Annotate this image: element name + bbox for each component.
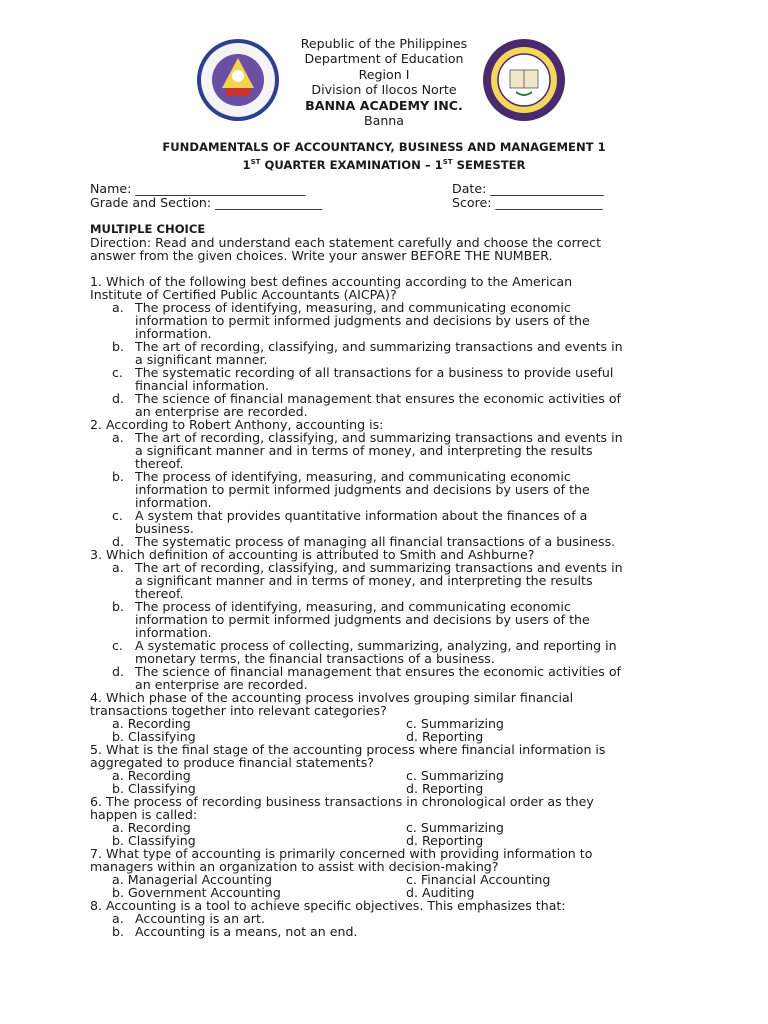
question-6: 6. The process of recording business transactions in chronological order as they happen is called: a. Recording c. Summarizing b. Classifying d. Reporting <box>90 794 594 848</box>
header-line: Republic of the Philippines <box>300 36 468 51</box>
date-field[interactable]: Date: __________________ <box>452 181 604 196</box>
choice-d: d. Auditing <box>406 885 475 900</box>
question-4: 4. Which phase of the accounting process involves grouping similar financial transactions together into relevant categories? a. Recording c. Summarizing b. Classifying d. Reporting <box>90 690 574 744</box>
exam-subject: FUNDAMENTALS OF ACCOUNTANCY, BUSINESS AND MANAGEMENT 1 <box>162 140 606 154</box>
section-heading: MULTIPLE CHOICE <box>90 222 206 236</box>
directions-line: Direction: Read and understand each statement carefully and choose the correct <box>90 235 602 250</box>
school-name: BANNA ACADEMY INC. <box>305 97 463 113</box>
score-field[interactable]: Score: _________________ <box>452 195 603 210</box>
choice-c: c. A systematic process of collecting, summarizing, analyzing, and reporting in monetary terms, the financial transactions of a business. <box>112 638 617 666</box>
school-town: Banna <box>363 113 405 129</box>
question-8: 8. Accounting is a tool to achieve specific objectives. This emphasizes that: a. Accounting is an art. b. Accounting is a means, not an end. <box>90 899 690 938</box>
choice-a: a. The art of recording, classifying, and summarizing transactions and events in a significant manner and in terms of money, and interpreting the results thereof. <box>112 430 623 471</box>
name-field[interactable]: Name: ___________________________ <box>90 181 306 196</box>
choice-d: d. The science of financial management that ensures the economic activities of an enterprise are recorded. <box>112 391 621 419</box>
choice-c: c. Summarizing <box>406 768 504 783</box>
choice-d: d. Reporting <box>406 781 484 796</box>
choice-d: d. Reporting <box>406 729 484 744</box>
choice-a: a. The art of recording, classifying, and summarizing transactions and events in a significant manner and in terms of money, and interpreting the results thereof. <box>112 560 623 601</box>
choice-c: c. Summarizing <box>406 820 504 835</box>
choice-d: d. The science of financial management that ensures the economic activities of an enterprise are recorded. <box>112 664 621 692</box>
header-line: Division of Ilocos Norte <box>311 82 457 98</box>
directions-line: answer from the given choices. Write your answer BEFORE THE NUMBER. <box>90 248 553 263</box>
choice-d: d. The systematic process of managing all financial transactions of a business. <box>112 534 616 549</box>
choice-b: b. Government Accounting <box>112 885 281 900</box>
choice-a: a. Recording <box>112 820 191 835</box>
choice-b: b. Classifying <box>112 781 196 796</box>
question-7: 7. What type of accounting is primarily concerned with providing information to managers within an organization to assist with decision-making? a. Managerial Accounting c. Financial Accounting b. Government Accounting d. Auditing <box>90 846 593 900</box>
student-fields-left <box>90 182 322 210</box>
exam-title <box>0 140 768 173</box>
choice-a: a. Recording <box>112 768 191 783</box>
choice-b: b. The art of recording, classifying, and summarizing transactions and events in a significant manner. <box>112 339 623 367</box>
question-1: 1. Which of the following best defines accounting according to the American Institute of Certified Public Accountants (AICPA)? a. The process of identifying, measuring, and communicating economic information to permit informed judgments and decisions by users of the information. b. The art of recording, classifying, and summarizing transactions and events in a significant manner. c. The systematic recording of all transactions for a business to provide useful financial information. d. The science of financial management that ensures the economic activities of an enterprise are recorded. <box>90 275 690 418</box>
choice-c: c. Summarizing <box>406 716 504 731</box>
question-3: 3. Which definition of accounting is attributed to Smith and Ashburne? a. The art of recording, classifying, and summarizing transactions and events in a significant manner and in terms of money, and interpreting the results thereof. b. The process of identifying, measuring, and communicating economic information to permit informed judgments and decisions by users of the information. c. A systematic process of collecting, summarizing, analyzing, and reporting in monetary terms, the financial transactions of a business. d. The science of financial management that ensures the economic activities of an enterprise are recorded. <box>90 548 690 691</box>
choice-b: b. The process of identifying, measuring, and communicating economic information to permit informed judgments and decisions by users of the information. <box>112 599 590 640</box>
exam-period: 1ST QUARTER EXAMINATION – 1ST SEMESTER <box>242 157 526 172</box>
choice-a: a. Accounting is an art. <box>112 911 265 926</box>
header-line: Department of Education <box>304 51 464 67</box>
grade-section-field[interactable]: Grade and Section: _________________ <box>90 195 323 210</box>
choice-d: d. Reporting <box>406 833 484 848</box>
choice-c: c. Financial Accounting <box>406 872 551 887</box>
choice-a: a. Managerial Accounting <box>112 872 272 887</box>
letterhead <box>0 36 768 128</box>
choice-b: b. Accounting is a means, not an end. <box>112 924 358 939</box>
header-line: Region I <box>358 66 410 82</box>
choice-b: b. The process of identifying, measuring, and communicating economic information to permit informed judgments and decisions by users of the information. <box>112 469 590 510</box>
choice-c: c. A system that provides quantitative information about the finances of a business. <box>112 508 588 536</box>
choice-a: a. The process of identifying, measuring, and communicating economic information to permit informed judgments and decisions by users of the information. <box>112 300 590 341</box>
choice-a: a. Recording <box>112 716 191 731</box>
student-fields-right <box>452 182 604 210</box>
question-5: 5. What is the final stage of the accounting process where financial information is aggregated to produce financial statements? a. Recording c. Summarizing b. Classifying d. Reporting <box>90 742 606 796</box>
choice-b: b. Classifying <box>112 833 196 848</box>
question-2: 2. According to Robert Anthony, accounting is: a. The art of recording, classifying, and summarizing transactions and events in a significant manner and in terms of money, and interpreting the results thereof. b. The process of identifying, measuring, and communicating economic information to permit informed judgments and decisions by users of the information. c. A system that provides quantitative information about the finances of a business. d. The systematic process of managing all financial transactions of a business. <box>90 418 690 548</box>
choice-b: b. Classifying <box>112 729 196 744</box>
choice-c: c. The systematic recording of all transactions for a business to provide useful financial information. <box>112 365 614 393</box>
exam-body <box>90 223 690 938</box>
